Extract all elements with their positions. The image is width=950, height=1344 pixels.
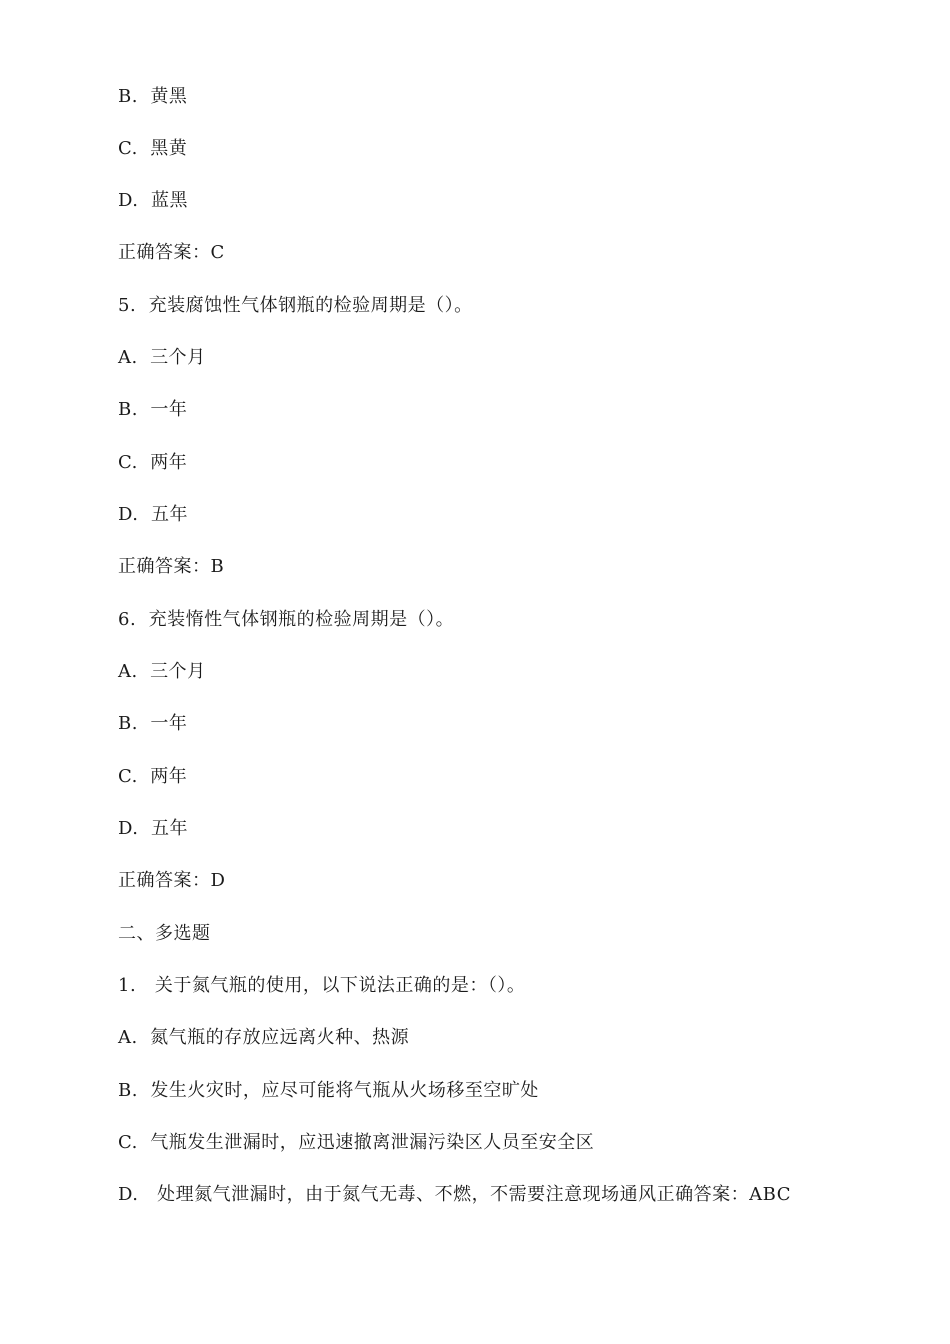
- answer-q4: 正确答案：C: [118, 242, 225, 263]
- multi-option-b: B. 发生火灾时，应尽可能将气瓶从火场移至空旷处: [118, 1080, 539, 1101]
- option-d-q4: D. 蓝黑: [118, 190, 188, 211]
- multi-option-c: C. 气瓶发生泄漏时，应迅速撤离泄漏污染区人员至安全区: [118, 1132, 595, 1153]
- option-c-q5: C. 两年: [118, 452, 188, 473]
- option-c-q4: C. 黑黄: [118, 138, 188, 159]
- option-b-q4: B. 黄黑: [118, 86, 188, 107]
- multi-question-1: 1. 关于氮气瓶的使用，以下说法正确的是：（）。: [118, 975, 526, 996]
- multi-option-a: A. 氮气瓶的存放应远离火种、热源: [118, 1027, 410, 1048]
- option-b-q6: B. 一年: [118, 713, 188, 734]
- section-heading: 二、多选题: [118, 923, 211, 944]
- option-b-q5: B. 一年: [118, 399, 188, 420]
- option-d-q5: D. 五年: [118, 504, 188, 525]
- option-a-q5: A. 三个月: [118, 347, 206, 368]
- question-5: 5. 充装腐蚀性气体钢瓶的检验周期是（）。: [118, 295, 473, 316]
- answer-q5: 正确答案：B: [118, 556, 225, 577]
- question-6: 6. 充装惰性气体钢瓶的检验周期是（）。: [118, 609, 455, 630]
- answer-q6: 正确答案：D: [118, 870, 226, 891]
- option-d-q6: D. 五年: [118, 818, 188, 839]
- multi-option-d-and-answer: D. 处理氮气泄漏时，由于氮气无毒、不燃，不需要注意现场通风正确答案：ABC: [118, 1184, 792, 1205]
- option-a-q6: A. 三个月: [118, 661, 206, 682]
- option-c-q6: C. 两年: [118, 766, 188, 787]
